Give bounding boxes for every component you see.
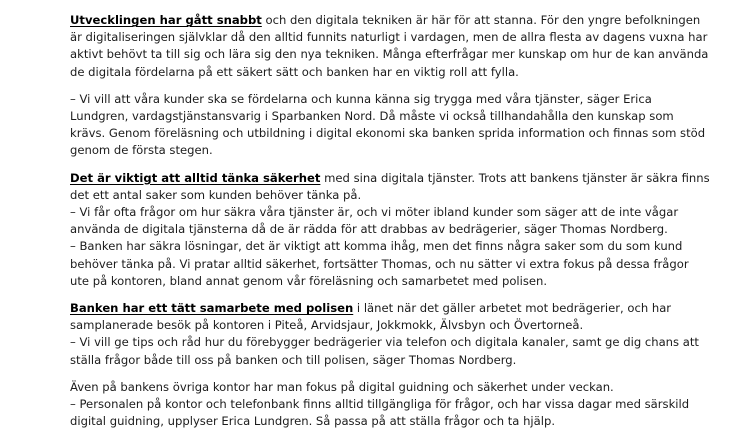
quote-line: – Vi får ofta frågor om hur säkra våra tjänster är, och vi möter ibland kunder som säger att de inte vågar använda de digitala tjänsterna då de är rädda för att drabbas av bedrägerier, säger Thomas Nordberg.: [70, 205, 679, 237]
paragraph-offices: [70, 379, 710, 431]
paragraph-text: – Vi vill att våra kunder ska se fördelarna och kunna känna sig trygga med våra tjänster, säger Erica Lundgren, vardagstjänstansvarig i Sparbanken Nord. Då måste vi också tillhandahålla den kunskap som krävs. Genom föreläsning och utbildning i digital ekonomi ska banken sprida information och finnas som stöd genom de första stegen.: [70, 91, 706, 158]
quote-line: – Personalen på kontor och telefonbank finns alltid tillgängliga för frågor, och har vissa dagar med särskild digital guidning, upplyser Erica Lundgren. Så passa på att ställa frågor och ta hjälp.: [70, 397, 690, 429]
lead-phrase: Det är viktigt att alltid tänka säkerhet: [70, 170, 321, 185]
paragraph-police: [70, 300, 710, 369]
paragraph-quote-erica: [70, 91, 710, 160]
paragraph-text: i länet när det gäller arbetet mot bedrägerier, och har samplanerade besök på kontoren i Piteå, Arvidsjaur, Jokkmokk, Älvsbyn och Övertorneå.: [70, 301, 672, 333]
paragraph-text: och den digitala tekniken är här för att stanna. För den yngre befolkningen är digitaliseringen självklar då den alltid funnits naturligt i vardagen, men de allra flesta av dagens vuxna har aktivt behövt ta till sig och lära sig den nya tekniken. Många efterfrågar mer kunskap om hur de kan använda de digitala fördelarna på ett säkert sätt och banken har en viktig roll att fylla.: [70, 13, 709, 79]
lead-phrase: Utvecklingen har gått snabbt: [70, 13, 262, 27]
quote-line: – Banken har säkra lösningar, det är viktigt att komma ihåg, men det finns några saker som du som kund behöver tänka på. Vi pratar alltid säkerhet, fortsätter Thomas, och nu sätter vi extra fokus på dessa frågor ute på kontoren, bland annat genom vår föreläsning och samarbetet med polisen.: [70, 239, 689, 288]
paragraph-text: med sina digitala tjänster. Trots att bankens tjänster är säkra finns det ett antal saker som kunden behöver tänka på.: [70, 170, 710, 202]
lead-phrase: Banken har ett tätt samarbete med polisen: [70, 301, 354, 316]
paragraph-text: Även på bankens övriga kontor har man fokus på digital guidning och säkerhet under veckan.: [70, 379, 614, 394]
paragraph-security: [70, 170, 710, 290]
quote-line: – Vi vill ge tips och råd hur du förebygger bedrägerier via telefon och digitala kanaler, samt ge dig chans att ställa frågor både till oss på banken och till polisen, säger Thomas Nordberg.: [70, 335, 699, 367]
paragraph-intro: [70, 12, 710, 81]
article-body: [70, 12, 710, 440]
